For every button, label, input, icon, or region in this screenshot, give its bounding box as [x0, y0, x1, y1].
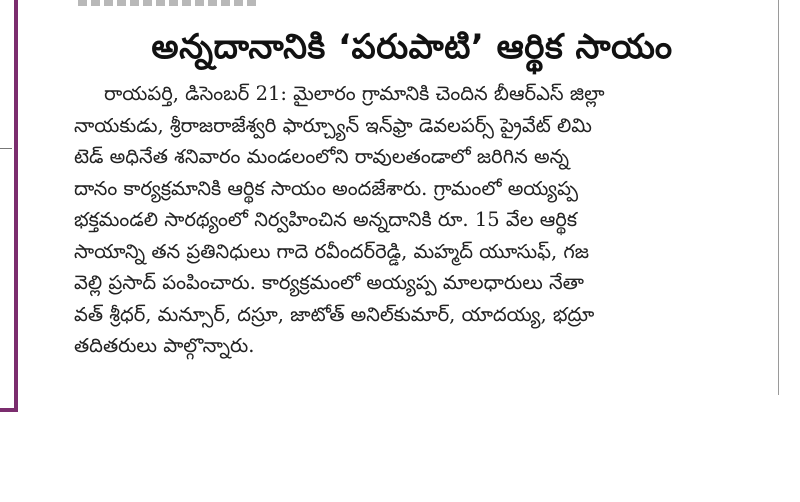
article-body: [74, 78, 750, 362]
article-line: భక్తమండలి సారథ్యంలో నిర్వహించిన అన్నదానికి రూ. 15 వేల ఆర్థిక: [74, 208, 578, 231]
cut-off-top-text: [78, 0, 258, 6]
article-line: వత్ శ్రీధర్, మన్సూర్, దస్రూ, జాటోత్ అనిల్‌కుమార్, యాదయ్య, భద్రూ: [74, 302, 595, 326]
article-line: దానం కార్యక్రమానికి ఆర్థిక సాయం అందజేశారు. గ్రామంలో అయ్యప్ప: [74, 176, 579, 200]
article-line: తదితరులు పాల్గొన్నారు.: [74, 334, 255, 357]
article-line: రాయపర్తి, డిసెంబర్ 21: మైలారం గ్రామానికి చెందిన బీఆర్ఎస్ జిల్లా: [104, 82, 605, 105]
adjacent-column-rule: [0, 148, 12, 149]
adjacent-column-border: [0, 0, 18, 412]
article-line: టెడ్ అధినేత శనివారం మండలంలోని రావులతండాలో జరిగిన అన్న: [74, 145, 570, 168]
article-headline: అన్నదానానికి ‘పరుపాటి’ ఆర్థిక సాయం: [151, 27, 673, 67]
article-line: సాయాన్ని తన ప్రతినిధులు గాదె రవీందర్‌రెడ్డి, మహ్మద్ యూసుఫ్, గజ: [74, 239, 589, 263]
column-divider: [778, 0, 779, 395]
article-line: వెల్లి ప్రసాద్ పంపించారు. కార్యక్రమంలో అయ్యప్ప మాలధారులు నేతా: [74, 271, 584, 294]
news-article: [74, 22, 750, 362]
article-line: నాయకుడు, శ్రీరాజరాజేశ్వరి ఫార్చ్యూన్ ఇన్‌ఫ్రా డెవలపర్స్ ప్రైవేట్ లిమి: [74, 113, 592, 137]
